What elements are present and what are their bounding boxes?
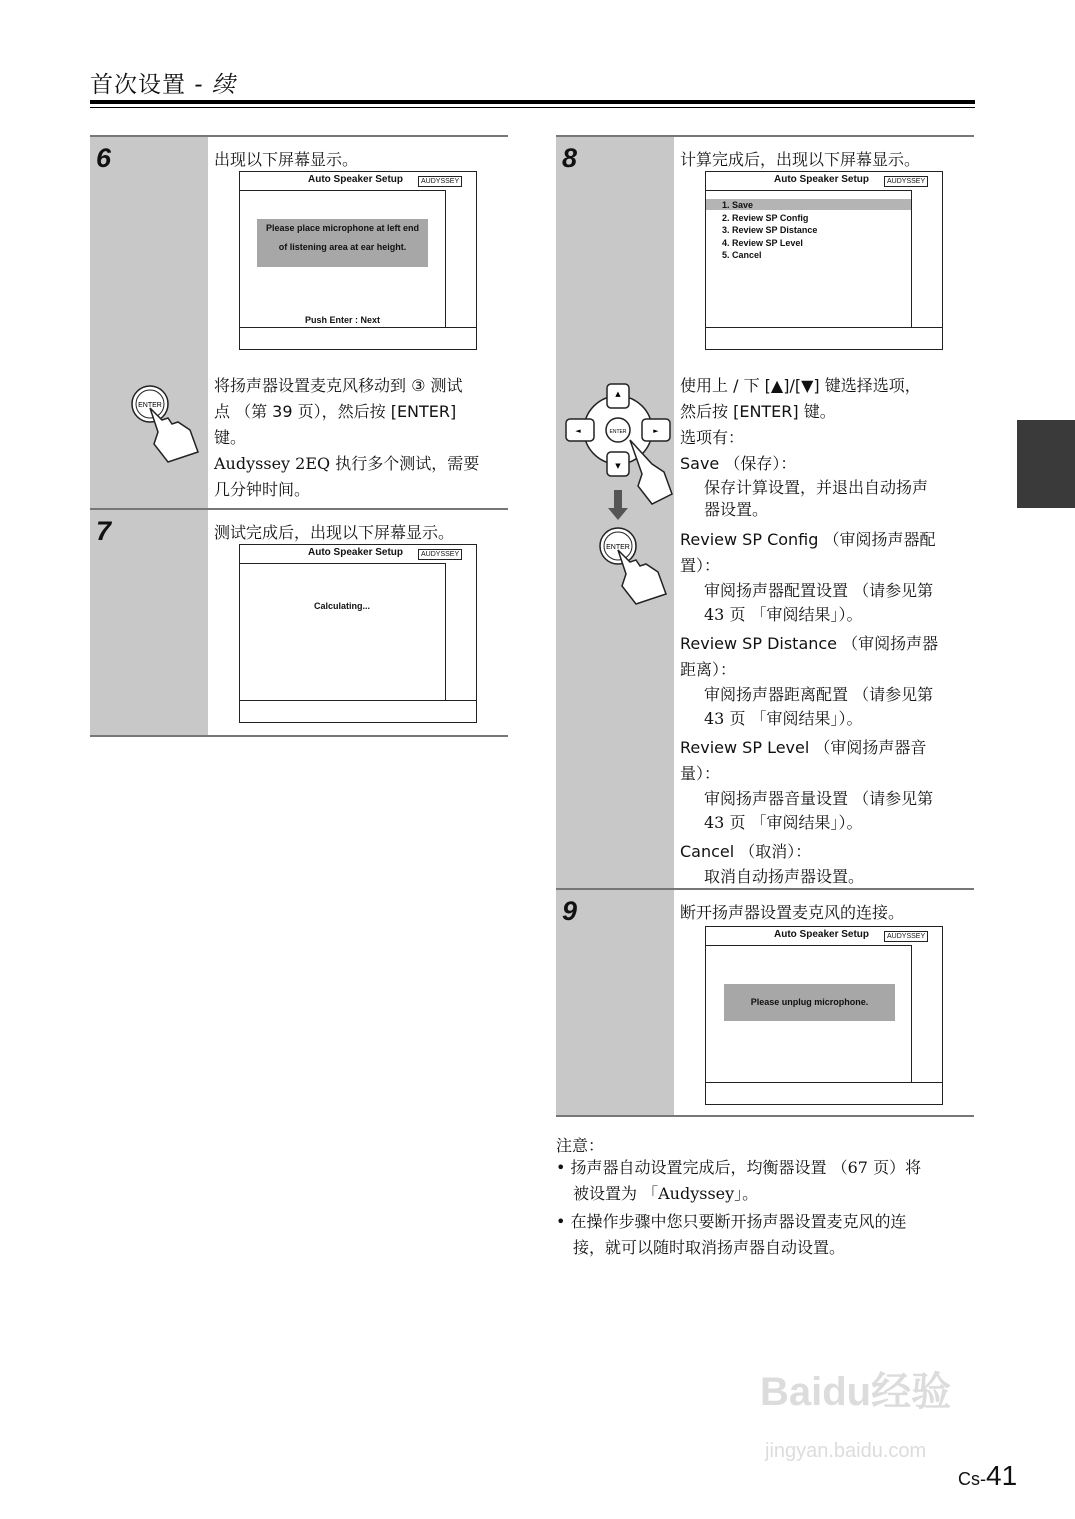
menu-item[interactable]: 1. Save [722,200,754,210]
screen-message-line: Please place microphone at left end [265,223,420,233]
screen-title: Auto Speaker Setup [774,174,870,185]
svg-text:►: ► [653,427,659,435]
header-rule [90,100,975,104]
note-line: 在操作步骤中您只要断开扬声器设置麦克风的连 [570,1212,907,1231]
step-number: 7 [96,516,112,546]
option-desc: 43 页 「审阅结果」）。 [704,605,863,624]
option-desc: 审阅扬声器配置设置 （请参见第 [704,581,934,600]
screen-footer: Push Enter : Next [305,315,381,325]
screen-mockup [239,544,477,723]
page-number-value: 41 [986,1460,1018,1491]
instruction-line: 使用上 / 下 [▲]/[▼] 键选择选项， [680,376,921,395]
svg-text:ENTER: ENTER [606,544,630,551]
step-intro: 计算完成后，出现以下屏幕显示。 [680,150,921,169]
svg-text:▲: ▲ [615,390,621,398]
audyssey-badge: AUDYSSEY [884,931,928,942]
option-desc: 保存计算设置，并退出自动扬声 [704,478,929,497]
step-intro: 断开扬声器设置麦克风的连接。 [680,903,905,922]
option-heading: Review SP Level （审阅扬声器音 [680,738,927,757]
screen-mockup [705,171,943,350]
note-bullet: • 在操作步骤中您只要断开扬声器设置麦克风的连 接，就可以随时取消扬声器自动设置。 [556,1209,976,1261]
note-line: 扬声器自动设置完成后，均衡器设置 （67 页）将 [570,1158,922,1177]
page-title-suffix: - 续 [186,72,236,98]
column-bottom-rule [556,1115,974,1117]
audyssey-badge: AUDYSSEY [884,176,928,187]
note-bullet: • 扬声器自动设置完成后，均衡器设置 （67 页）将 被设置为 「Audyssey」。 [556,1155,976,1207]
option-desc: 审阅扬声器音量设置 （请参见第 [704,789,934,808]
step-9-block [556,888,974,1117]
option-desc: 43 页 「审阅结果」）。 [704,709,863,728]
menu-item[interactable]: 5. Cancel [722,250,762,260]
svg-text:▼: ▼ [615,462,621,470]
menu-item[interactable]: 2. Review SP Config [722,212,809,223]
audyssey-badge: AUDYSSEY [418,176,462,187]
screen-title: Auto Speaker Setup [308,174,404,185]
menu-item[interactable]: 4. Review SP Level [722,237,803,248]
step-instructions [680,373,974,889]
instruction-line: 键。 [214,428,247,447]
step-number: 8 [562,143,578,173]
step-intro: 出现以下屏幕显示。 [214,150,359,169]
step-6-block [90,135,508,510]
section-tab [1017,420,1075,508]
option-heading: 距离）： [680,660,737,679]
instruction-line: 将扬声器设置麦克风移动到 ③ 测试 [214,376,463,395]
remote-arrows-icon [564,382,676,612]
column-bottom-rule [90,735,508,737]
instruction-line: 选项有： [680,428,745,447]
screen-title: Auto Speaker Setup [308,547,404,558]
step-intro: 测试完成后，出现以下屏幕显示。 [214,523,455,542]
note-line: 被设置为 「Audyssey」。 [573,1184,759,1203]
header-rule-thin [90,107,975,108]
svg-text:ENTER: ENTER [609,429,627,435]
option-heading: 置）： [680,556,721,575]
option-desc: 取消自动扬声器设置。 [704,867,865,886]
audyssey-badge: AUDYSSEY [418,549,462,560]
enter-press-icon [128,382,203,467]
step-7-block [90,508,508,737]
menu-list [722,199,817,262]
step-instructions [214,373,504,503]
step-number: 6 [96,143,112,173]
screen-mockup [239,171,477,350]
instruction-line: 几分钟时间。 [214,480,311,499]
watermark-url: jingyan.baidu.com [765,1440,927,1462]
watermark-logo: Baidu经验 [760,1370,952,1414]
page-number [958,1460,1017,1492]
instruction-line: 然后按 [ENTER] 键。 [680,402,836,421]
note-title: 注意： [556,1136,605,1155]
screen-message [257,219,428,267]
page-title-text: 首次设置 [90,72,186,98]
menu-item[interactable]: 3. Review SP Distance [722,225,818,235]
option-heading: 量）： [680,764,721,783]
option-heading: Review SP Config （审阅扬声器配 [680,530,936,549]
option-heading: Review SP Distance （审阅扬声器 [680,634,939,653]
step-number: 9 [562,896,578,926]
option-heading: Save （保存）： [680,454,797,473]
svg-text:◄: ◄ [575,427,581,435]
page-prefix: Cs- [958,1469,986,1489]
option-heading: Cancel （取消）： [680,842,812,861]
screen-mockup [705,926,943,1105]
note-line: 接，就可以随时取消扬声器自动设置。 [573,1238,846,1257]
option-desc: 器设置。 [704,500,769,519]
option-desc: 审阅扬声器距离配置 （请参见第 [704,685,934,704]
step-8-block [556,135,974,890]
option-desc: 43 页 「审阅结果」）。 [704,813,863,832]
instruction-line: Audyssey 2EQ 执行多个测试，需要 [214,454,480,473]
screen-message: Calculating... [314,601,371,611]
instruction-line: 点 （第 39 页），然后按 [ENTER] [214,402,457,421]
screen-message: Please unplug microphone. [724,984,895,1021]
screen-title: Auto Speaker Setup [774,929,870,940]
screen-message-line: of listening area at ear height. [278,242,407,252]
page-title [90,66,236,99]
svg-text:ENTER: ENTER [138,402,162,409]
